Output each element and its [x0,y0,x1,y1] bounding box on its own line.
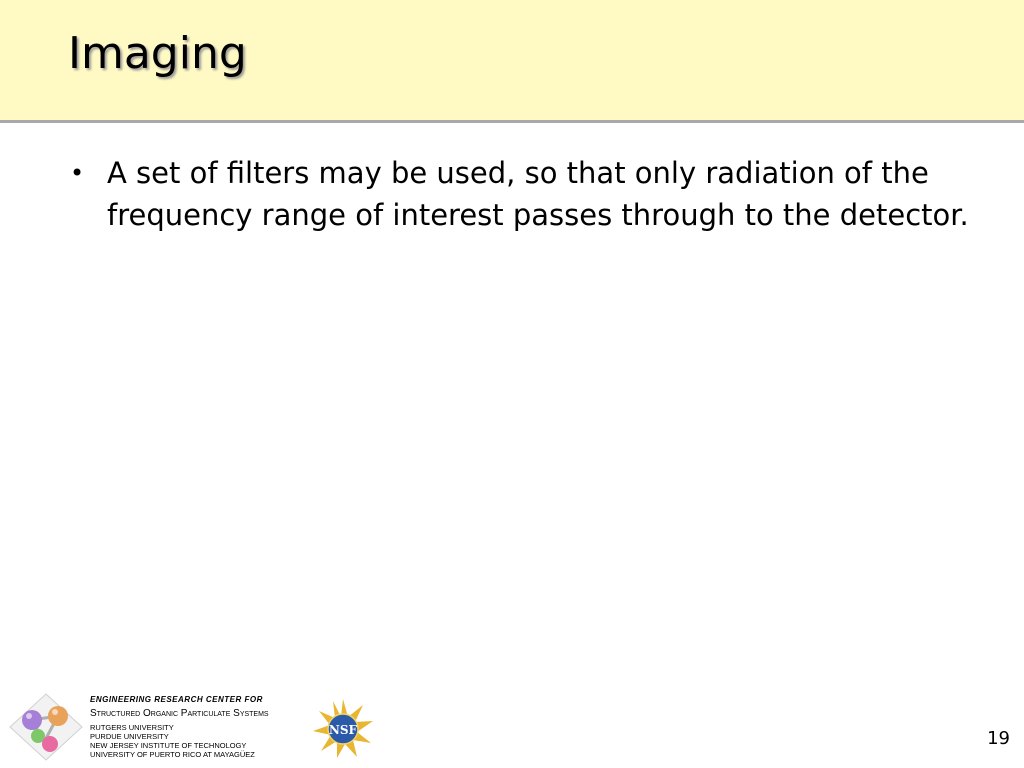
bullet-item [70,152,980,236]
bullet-marker: • [70,159,85,187]
footer-logos [8,692,388,764]
bullet-text: A set of filters may be used, so that only radiation of the frequency range of interest passes through to the detector. [107,156,969,232]
nsf-logo-text: NSF [328,723,358,737]
title-divider [0,120,1024,123]
slide-title: Imaging [68,28,247,79]
university-list [90,723,269,759]
slide-number: 19 [987,728,1010,749]
university-item: UNIVERSITY OF PUERTO RICO AT MAYAGÜEZ [90,750,255,759]
university-item: RUTGERS UNIVERSITY [90,723,174,732]
erc-name: Structured Organic Particulate Systems [90,708,269,719]
molecule-cluster-icon [8,692,84,762]
university-item: NEW JERSEY INSTITUTE OF TECHNOLOGY [90,741,247,750]
erc-heading: ENGINEERING RESEARCH CENTER FOR [90,695,263,704]
erc-text-block [90,694,269,759]
university-item: PURDUE UNIVERSITY [90,732,169,741]
nsf-globe-icon [310,698,376,760]
